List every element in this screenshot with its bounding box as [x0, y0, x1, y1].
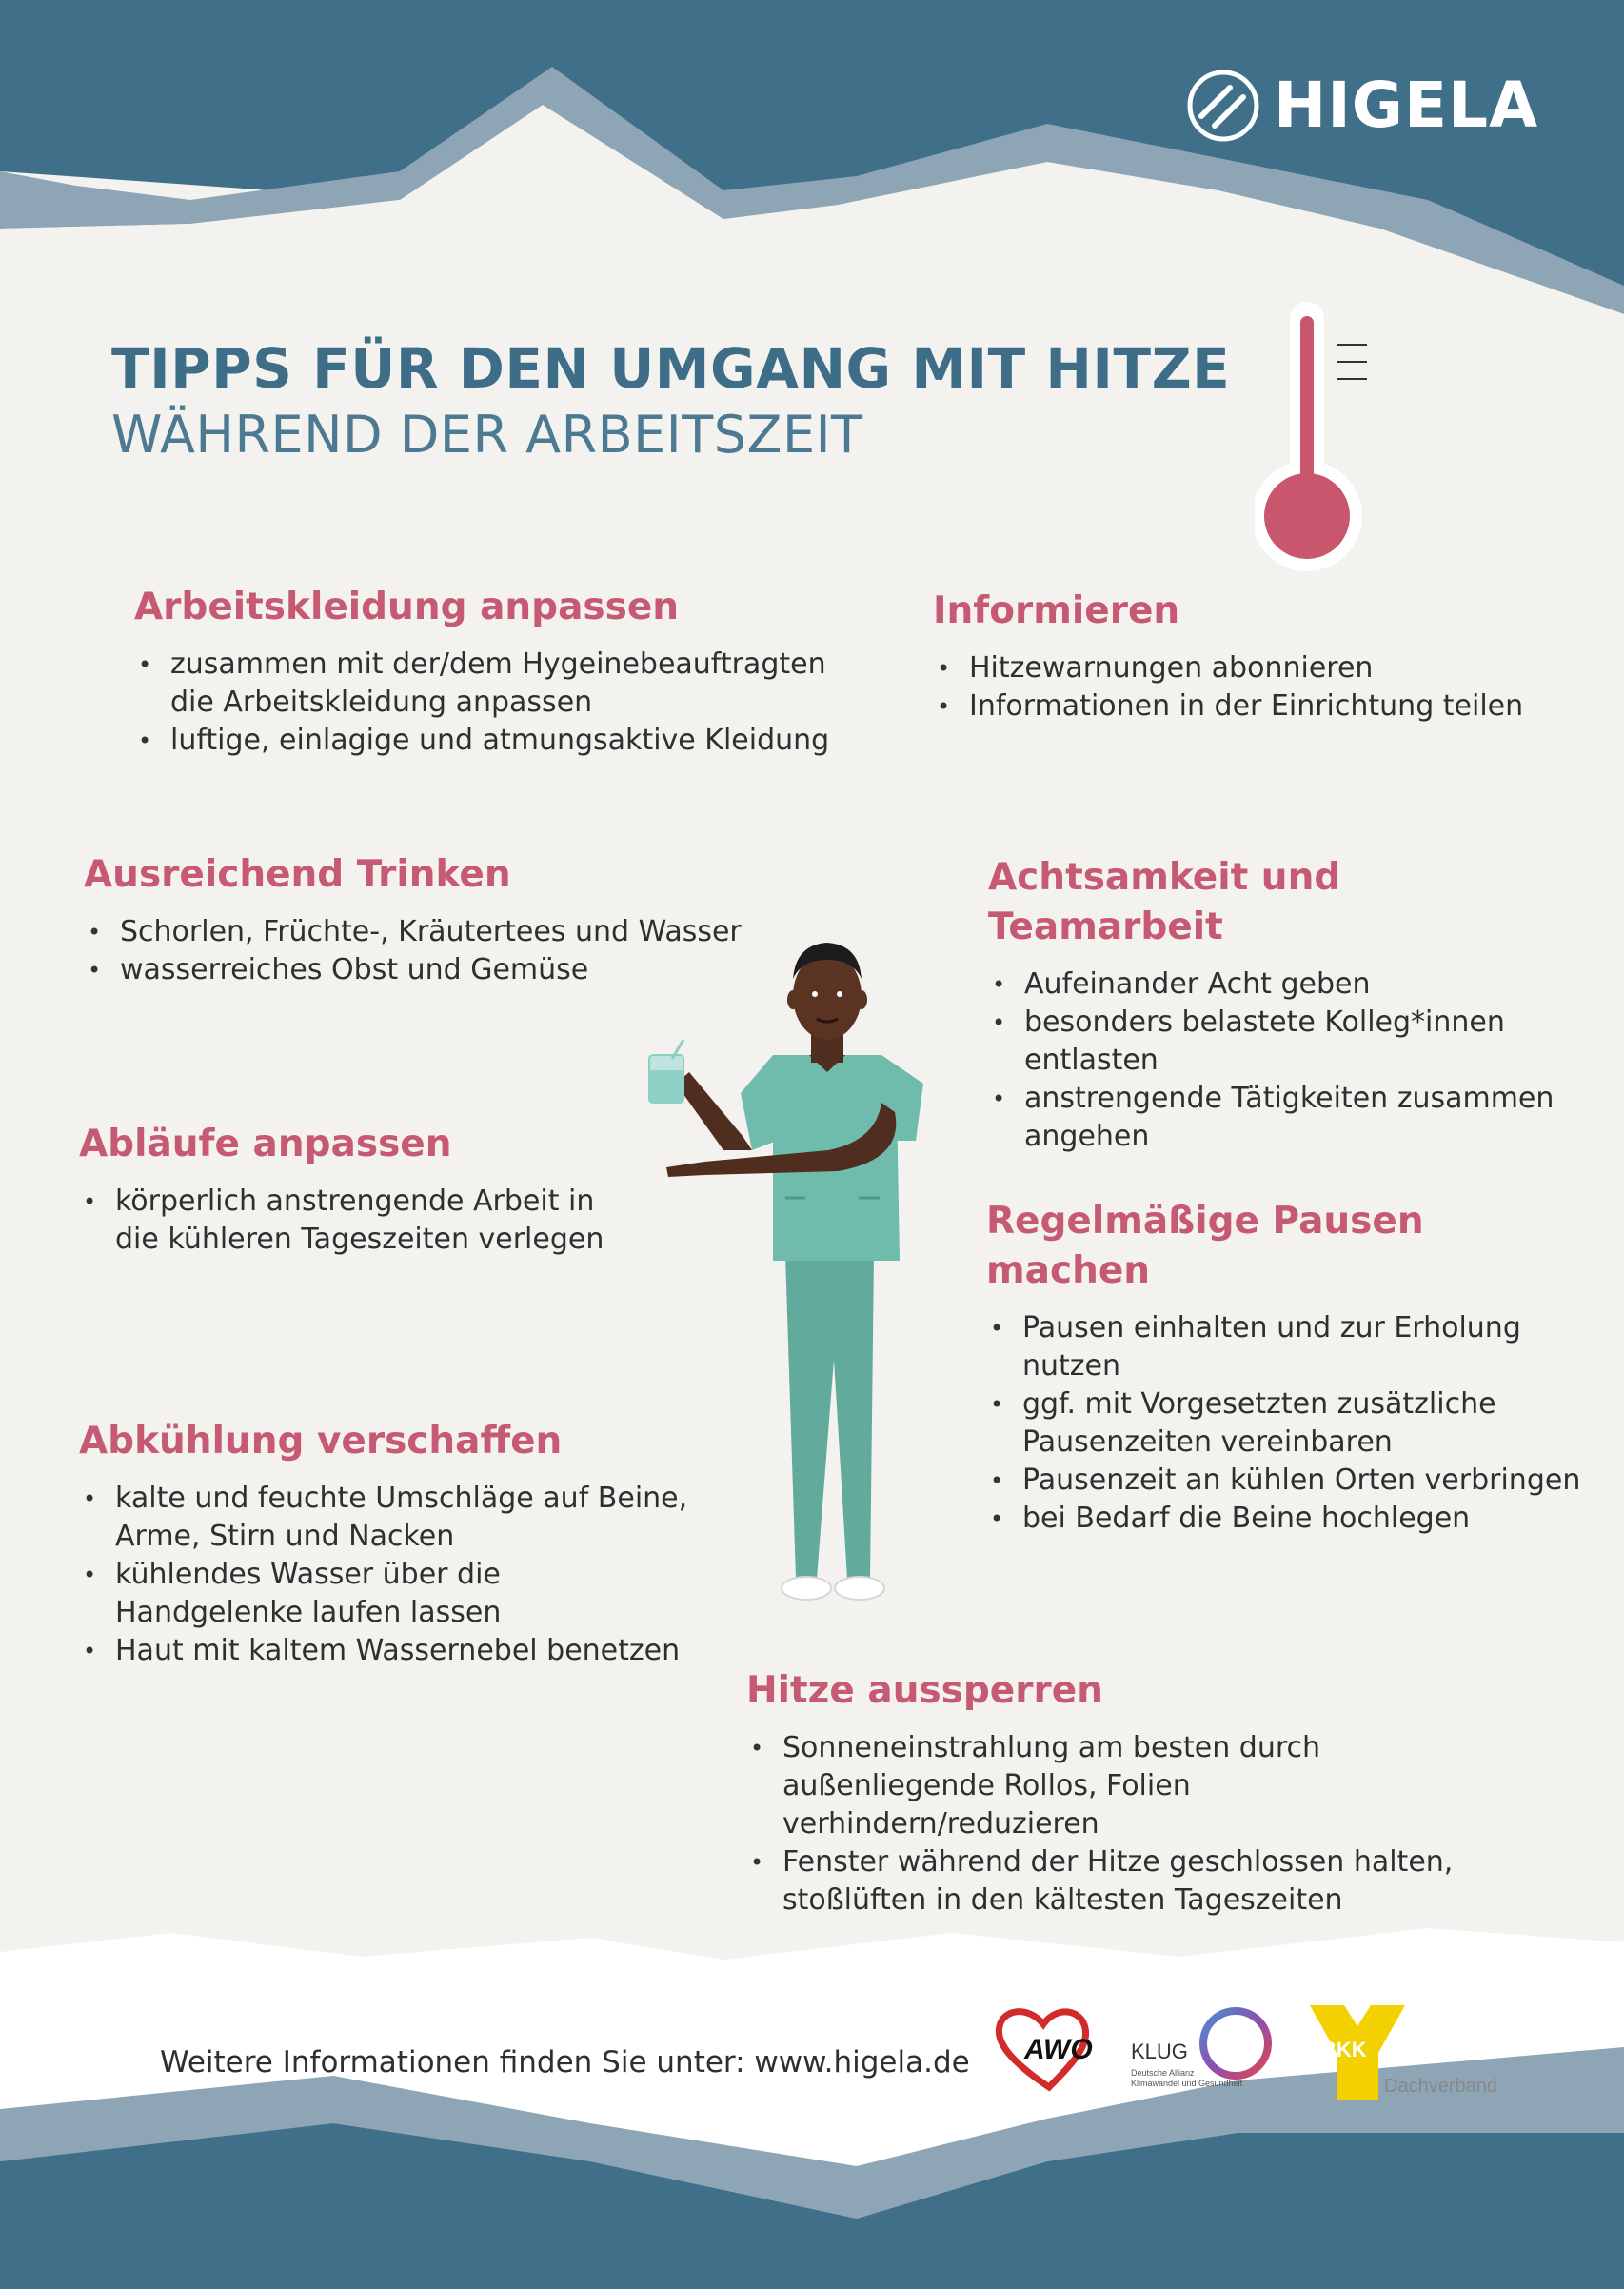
bkk-subtitle: Dachverband: [1384, 2076, 1497, 2097]
list-item: • Hitzewarnungen abonnieren: [933, 649, 1542, 687]
section-pausen: [986, 1197, 1595, 1538]
list-item: • Aufeinander Acht geben: [988, 965, 1578, 1004]
bkk-label: BKK: [1321, 2038, 1367, 2061]
section-aussperren: [746, 1666, 1470, 1920]
list-item: • anstrengende Tätigkeiten zusammen angehen: [988, 1080, 1578, 1156]
section-abkuehlung: [79, 1417, 688, 1670]
list-item: • ggf. mit Vorgesetzten zusätzliche Pausenzeiten vereinbaren: [986, 1385, 1595, 1462]
section-arbeitskleidung: [134, 583, 858, 760]
list-item: • besonders belastete Kolleg*innen entlasten: [988, 1004, 1578, 1080]
list-item: • Haut mit kaltem Wassernebel benetzen: [79, 1632, 688, 1670]
higela-logo-icon: [1186, 69, 1260, 143]
list-item: • körperlich anstrengende Arbeit in die kühleren Tageszeiten verlegen: [79, 1183, 641, 1259]
section-heading: Achtsamkeit und Teamarbeit: [988, 856, 1341, 948]
list-item: • Pausen einhalten und zur Erholung nutzen: [986, 1309, 1595, 1385]
list-item: • wasserreiches Obst und Gemüse: [84, 951, 750, 989]
klug-label: KLUG: [1131, 2040, 1188, 2063]
awo-label: AWO: [1024, 2034, 1093, 2065]
footer-info-text: Weitere Informationen finden Sie unter: www.higela.de: [160, 2045, 970, 2080]
section-informieren: [933, 587, 1542, 726]
list-item: • Pausenzeit an kühlen Orten verbringen: [986, 1462, 1595, 1500]
list-item: • luftige, einlagige und atmungsaktive Kleidung: [134, 722, 858, 760]
brand-name: HIGELA: [1274, 69, 1539, 142]
klug-subtitle: Deutsche Allianz Klimawandel und Gesundheit: [1131, 2068, 1243, 2088]
list-item: • Sonneneinstrahlung am besten durch außenliegende Rollos, Folien verhindern/reduzieren: [746, 1729, 1470, 1843]
section-heading: Ausreichend Trinken: [84, 853, 511, 896]
section-heading: Abläufe anpassen: [79, 1123, 452, 1165]
list-item: • Fenster während der Hitze geschlossen halten, stoßlüften in den kältesten Tageszeiten: [746, 1843, 1470, 1920]
section-heading: Informieren: [933, 589, 1180, 632]
list-item: • kühlendes Wasser über die Handgelenke laufen lassen: [79, 1556, 688, 1632]
nurse-illustration: [609, 912, 952, 1617]
section-heading: Abkühlung verschaffen: [79, 1420, 563, 1463]
thermometer-icon: [1255, 297, 1378, 573]
bkk-logo: [1310, 2000, 1510, 2104]
section-heading: Regelmäßige Pausen machen: [986, 1200, 1424, 1292]
list-item: • Informationen in der Einrichtung teilen: [933, 687, 1542, 726]
page-subtitle: WÄHREND DER ARBEITSZEIT: [111, 405, 863, 465]
awo-logo: [990, 2000, 1106, 2095]
higela-logo: [1186, 69, 1538, 143]
section-heading: Hitze aussperren: [746, 1669, 1103, 1712]
list-item: • Schorlen, Früchte-, Kräutertees und Wasser: [84, 913, 750, 951]
klug-logo: [1129, 2000, 1279, 2095]
page-title: TIPPS FÜR DEN UMGANG MIT HITZE: [111, 336, 1231, 401]
section-heading: Arbeitskleidung anpassen: [134, 586, 680, 628]
list-item: • bei Bedarf die Beine hochlegen: [986, 1500, 1595, 1538]
list-item: • zusammen mit der/dem Hygeinebeauftragten die Arbeitskleidung anpassen: [134, 646, 858, 722]
section-achtsamkeit: [988, 853, 1578, 1156]
list-item: • kalte und feuchte Umschläge auf Beine, Arme, Stirn und Nacken: [79, 1480, 688, 1556]
section-ablaeufe: [79, 1120, 641, 1259]
